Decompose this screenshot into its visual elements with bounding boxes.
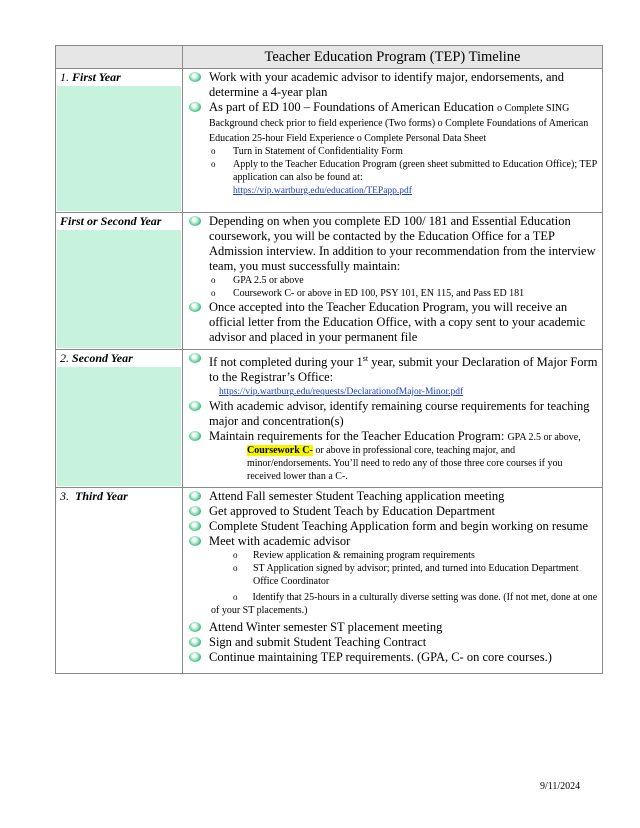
- list-item: Get approved to Student Teach by Education Department: [189, 504, 598, 519]
- bullet-icon: [189, 506, 201, 516]
- header-row: [56, 46, 603, 69]
- list-item: Complete Student Teaching Application form and begin working on resume: [189, 519, 598, 534]
- list-item: Maintain requirements for the Teacher Education Program: GPA 2.5 or above,: [189, 429, 598, 444]
- bullet-icon: [189, 637, 201, 647]
- sub-list-item: o Coursework C- or above in ED 100, PSY 101, EN 115, and Pass ED 181: [211, 288, 525, 299]
- year-label: 2. Second Year: [56, 350, 182, 367]
- header-empty-cell: [56, 46, 183, 69]
- list-item: If not completed during your 1st year, submit your Declaration of Major Form to the Registrar’s Office:: [189, 351, 598, 385]
- row-second-year: [56, 350, 603, 488]
- row-third-year: [56, 488, 603, 674]
- table-title: Teacher Education Program (TEP) Timeline: [183, 46, 603, 69]
- bullet-icon: [189, 536, 201, 546]
- sub-list-item: o Apply to the Teacher Education Program (green sheet submitted to Education Office); TEP application can also be found at: https://vip.wartburg.edu/education/TEPapp.pdf: [211, 159, 597, 196]
- year-cell-second: [56, 350, 183, 488]
- year-label: 1. First Year: [56, 69, 182, 86]
- row-first-or-second-year: [56, 213, 603, 350]
- bullet-icon: [189, 521, 201, 531]
- bullet-icon: [189, 353, 201, 363]
- list-item: Continue maintaining TEP requirements. (GPA, C- on core courses.): [189, 650, 598, 665]
- content-cell-second: [183, 350, 603, 488]
- sub-list-item: o GPA 2.5 or above: [211, 275, 304, 286]
- list-item: Attend Fall semester Student Teaching application meeting: [189, 489, 598, 504]
- tep-application-link[interactable]: https://vip.wartburg.edu/education/TEPapp.pdf: [233, 186, 412, 196]
- year-label: First or Second Year: [56, 213, 182, 230]
- content-cell-first: [183, 69, 603, 213]
- list-item: Work with your academic advisor to identify major, endorsements, and determine a 4-year plan: [189, 70, 598, 100]
- sub-list-item: o Turn in Statement of Confidentiality Form: [211, 146, 403, 157]
- sub-list-item: o Review application & remaining program requirements: [233, 550, 475, 562]
- year-cell-third: [56, 488, 183, 674]
- bullet-icon: [189, 491, 201, 501]
- bullet-icon: [189, 302, 201, 312]
- sub-list-item: o Identify that 25-hours in a culturally diverse setting was done. (If not met, done at one of your ST placements.): [211, 592, 598, 617]
- list-item: As part of ED 100 – Foundations of American Education o Complete SING Background check prior to field experience (Two forms) o Complete Foundations of American Education 25-hour Field Experience o Complete Personal Data Sheet: [189, 100, 598, 145]
- content-cell-first-or-second: [183, 213, 603, 350]
- bullet-icon: [189, 622, 201, 632]
- year-cell-first: [56, 69, 183, 213]
- content-cell-third: [183, 488, 603, 674]
- list-item: Depending on when you complete ED 100/ 181 and Essential Education coursework, you will be contacted by the Education Office for a TEP Admission interview. In addition to your recommendation from the interview team, you must successfully maintain:: [189, 214, 598, 274]
- list-item: Meet with academic advisor: [189, 534, 598, 549]
- list-item: With academic advisor, identify remaining course requirements for teaching major and concentration(s): [189, 399, 598, 429]
- bullet-icon: [189, 652, 201, 662]
- coursework-highlight: Coursework C-: [247, 445, 313, 457]
- list-item: Once accepted into the Teacher Education Program, you will receive an official letter from the Education Office, with a copy sent to your academic advisor and placed in your permanent file: [189, 300, 598, 345]
- tep-timeline-table: [55, 45, 603, 674]
- sub-list-item: o ST Application signed by advisor; printed, and turned into Education Department Office Coordinator: [233, 563, 579, 588]
- coursework-note: Coursework C- or above in professional core, teaching major, and minor/endorsements. You’ll need to redo any of those three core courses if you received lower than a C-.: [247, 445, 563, 483]
- list-item: Attend Winter semester ST placement meeting: [189, 620, 598, 635]
- footer-date: 9/11/2024: [540, 781, 581, 792]
- year-cell-first-or-second: [56, 213, 183, 350]
- bullet-icon: [189, 431, 201, 441]
- bullet-icon: [189, 216, 201, 226]
- bullet-icon: [189, 401, 201, 411]
- row-first-year: [56, 69, 603, 213]
- bullet-icon: [189, 72, 201, 82]
- declaration-of-major-link[interactable]: https://vip.wartburg.edu/requests/DeclarationofMajor-Minor.pdf: [219, 387, 464, 398]
- bullet-icon: [189, 102, 201, 112]
- year-label: 3. Third Year: [56, 488, 182, 505]
- list-item: Sign and submit Student Teaching Contract: [189, 635, 598, 650]
